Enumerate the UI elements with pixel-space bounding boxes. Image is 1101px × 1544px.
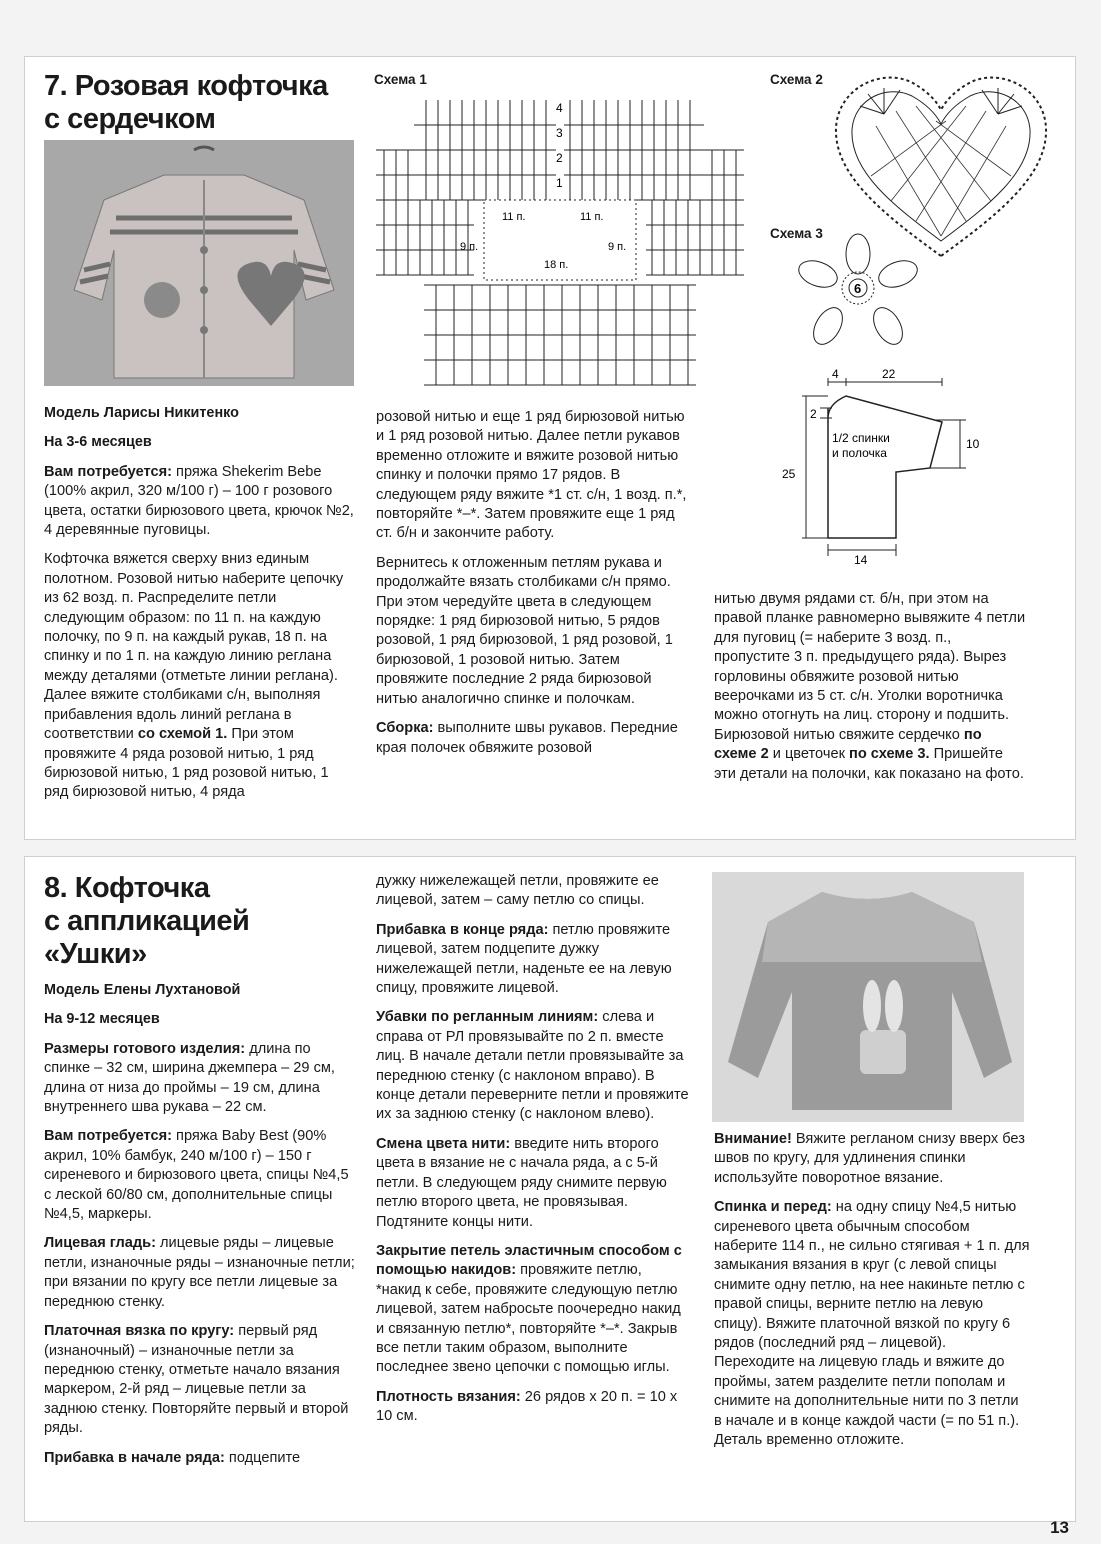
pattern-height-side: 10	[966, 437, 980, 451]
section-8-sizes	[44, 1040, 356, 1118]
scheme-1-front-left: 11 п.	[502, 211, 526, 223]
section-7-col2-paragraph-2: Вернитесь к отложенным петлям рукава и продолжайте вязать столбиками с/н прямо. При этом чередуйте цвета в следующем порядке: 1 ряд бирюзовой нитью, 5 рядов розовой, 1 ряд бирюзовой, 1 ряд розовой, 1 бирюзовой, 1 розовой нитью. Затем провяжите последние 2 ряда бирюзовой нитью аналогично спинке и полочкам.	[376, 554, 673, 707]
scheme-3-center-number: 6	[854, 281, 862, 296]
section-7-assembly	[376, 719, 690, 758]
section-8-bindoff-label: Закрытие петель эластичным способом с помощью накидов:	[376, 1242, 682, 1279]
section-7-col2-paragraph-1: розовой нитью и еще 1 ряд бирюзовой нитью и 1 ряд розовой нитью. Далее петли рукавов временно отложите и вяжите розовой нитью спинку и полочки прямо 17 рядов. В следующем ряду вяжите *1 ст. с/н, 1 возд. п.*, повторяйте *–*. Затем провяжите еще 1 ряд ст. б/н и закончите работу.	[376, 409, 687, 542]
section-8-gauge	[376, 1388, 690, 1427]
scheme-1-chart	[374, 90, 746, 390]
section-7-assembly-text: выполните швы рукавов. Передние края полочек обвяжите розовой	[376, 720, 678, 756]
section-8-inc-end	[376, 921, 690, 999]
section-8-decreases	[376, 1008, 690, 1124]
section-8-garter-label: Платочная вязка по кругу:	[44, 1323, 235, 1340]
pattern-width-bottom: 14	[854, 553, 868, 564]
section-8-decreases-text: слева и справа от РЛ провязывайте по 2 п. вместе лиц. В начале детали петли провязывайте за переднюю стенку (с наклоном вправо). В конце детали переверните петли и провяжите их за заднюю стенку (с наклоном влево).	[376, 1009, 689, 1123]
cardigan-illustration	[44, 140, 354, 386]
section-8-column-3	[714, 1130, 1030, 1461]
chart-grid-side	[376, 150, 744, 275]
section-8-column-2	[376, 872, 690, 1437]
section-8-bindoff-text: провяжите петлю, *накид к себе, провяжите следующую петлю лицевой, затем набросьте поочередно накид и связанную петлю*, повторяйте *–*. Закрыв все петли таким образом, выполните последнее звено цепочки с помощью иглы.	[376, 1262, 681, 1376]
section-8-inc-end-text: петлю провяжите лицевой, затем подцепите дужку нижележащей петли, наденьте ее на левую спицу, провяжите лицевой.	[376, 921, 672, 997]
scheme-3-flower-chart	[796, 232, 920, 350]
scheme-2-label: Схема 2	[770, 72, 823, 87]
section-7-instructions-1a: Кофточка вяжется сверху вниз единым полотном. Розовой нитью наберите цепочку из 62 возд. п. Распределите петли следующим образом: по 11 п. на каждую полочку, по 9 п. на каждый рукав, 18 п. на спинку и по 1 п. на каждую линию реглана между деталями (отметьте линии реглана). Далее вяжите столбиками с/н, выполняя прибавления вдоль линий реглана в соответствии	[44, 551, 344, 743]
section-8-age: На 9-12 месяцев	[44, 1011, 160, 1028]
section-8-inc-start-text: подцепите	[224, 1449, 301, 1466]
bunny-sweater-photo	[712, 872, 1024, 1122]
section-8-materials	[44, 1127, 356, 1224]
section-8-garter-text: первый ряд (изнаночный) – изнаночные петли за переднюю стенку, отметьте начало вязания маркером, 2-й ряд – лицевые петли за заднюю стенку. Повторяйте первый и второй ряды.	[44, 1323, 349, 1437]
chart-grid-bottom	[424, 285, 696, 385]
section-8-title-line2: с аппликацией	[44, 905, 250, 937]
pattern-height-total: 25	[782, 467, 796, 481]
scheme-1-sleeve-right: 9 п.	[608, 241, 627, 253]
scheme-1-front-right: 11 п.	[580, 211, 604, 223]
section-8-bindoff	[376, 1242, 690, 1378]
section-8-color-change	[376, 1135, 690, 1232]
section-8-back-front-label: Спинка и перед:	[714, 1199, 832, 1216]
scheme-1-back: 18 п.	[544, 259, 569, 271]
scheme-1-row-2: 2	[556, 151, 563, 165]
section-8-column-1	[44, 872, 356, 1478]
section-8-author: Модель Елены Лухтановой	[44, 982, 241, 998]
section-7-title	[44, 70, 364, 136]
section-7-materials-label: Вам потребуется:	[44, 463, 172, 480]
section-8-color-change-text: введите нить второго цвета в вязание не с начала ряда, а с 5-й петли. В следующем ряду снимите первую петлю второго цвета, не провязывая. Подтяните концы нити.	[376, 1135, 667, 1230]
scheme-1-row-3: 3	[556, 126, 563, 140]
section-8-decreases-label: Убавки по регланным линиям:	[376, 1009, 599, 1026]
section-8-gauge-text: 26 рядов х 20 п. = 10 х 10 см.	[376, 1388, 678, 1425]
section-8-materials-text: пряжа Baby Best (90% акрил, 10% бамбук, 240 м/100 г) – 150 г сиреневого и бирюзового цвета, спицы №4,5 с леской 60/80 см, дополнительные спицы №4,5, маркеры.	[44, 1128, 349, 1223]
section-8-inc-start-label: Прибавка в начале ряда:	[44, 1449, 225, 1466]
section-7-materials	[44, 463, 354, 541]
section-8-attention-text: Вяжите регланом снизу вверх без швов по кругу, для удлинения спинки используйте поворотное вязание.	[714, 1131, 1025, 1186]
section-7-instructions-1b: При этом провяжите 4 ряда розовой нитью, 1 ряд бирюзовой нитью, 1 ряд розовой нитью, 1 ряд бирюзовой нитью, 4 ряда	[44, 726, 329, 801]
section-7-instructions-1	[44, 550, 354, 802]
section-8-color-change-label: Смена цвета нити:	[376, 1135, 511, 1152]
scheme-1-row-4: 4	[556, 101, 563, 115]
section-8-stockinette-text: лицевые ряды – лицевые петли, изнаночные ряды – изнаночные петли; при вязании по кругу все петли лицевые за переднюю стенку.	[44, 1235, 355, 1310]
pattern-inner-label-2: и полочка	[832, 446, 887, 460]
section-8-back-front	[714, 1198, 1030, 1450]
section-8-attention	[714, 1130, 1030, 1188]
pattern-inner-label-1: 1/2 спинки	[832, 431, 890, 445]
section-7-column-2	[376, 408, 690, 768]
section-7-materials-text: пряжа Shekerim Bebe (100% акрил, 320 м/100 г) – 100 г розового цвета, остатки бирюзового цвета, крючок №2, 4 деревянные пуговицы.	[44, 463, 354, 539]
sweater-illustration	[712, 872, 1024, 1122]
section-8-attention-label: Внимание!	[714, 1131, 792, 1147]
scheme-1-row-1: 1	[556, 176, 563, 190]
section-8-materials-label: Вам потребуется:	[44, 1128, 172, 1145]
section-8-stockinette	[44, 1234, 356, 1312]
section-8-title-line3: «Ушки»	[44, 938, 147, 970]
section-8-title	[44, 872, 356, 971]
section-7-col3-paragraph	[714, 590, 1028, 784]
section-8-sizes-text: длина по спинке – 32 см, ширина джемпера – 29 см, длина от низа до проймы – 19 см, длина внутреннего шва рукава – 22 см.	[44, 1040, 335, 1116]
pattern-width-top: 4	[832, 368, 839, 381]
pink-cardigan-photo	[44, 140, 354, 386]
section-8-inc-start	[44, 1449, 356, 1468]
section-7-title-line1: 7. Розовая кофточка	[44, 70, 328, 102]
section-8-col2-continuation: дужку нижележащей петли, провяжите ее лицевой, затем – саму петлю со спицы.	[376, 873, 659, 909]
section-7-column-3	[714, 590, 1028, 794]
section-8-inc-end-label: Прибавка в конце ряда:	[376, 921, 549, 938]
sleeve-pattern-diagram	[776, 368, 996, 564]
pattern-height-top: 2	[810, 407, 817, 421]
section-7-scheme-3-ref: по схеме 3.	[849, 746, 930, 763]
section-7-title-line2: с сердечком	[44, 103, 216, 135]
section-7-col3-text-a: нитью двумя рядами ст. б/н, при этом на правой планке равномерно вывяжите 4 петли для пуговиц (= наберите 3 возд. п., пропустите 3 п. предыдущего ряда). Вырез горловины обвяжите розовой нитью веерочками из 5 ст. с/н. Уголки воротничка можно отогнуть на лиц. сторону и подшить. Бирюзовой нитью свяжите сердечко	[714, 591, 1026, 743]
section-7-author: Модель Ларисы Никитенко	[44, 405, 239, 421]
section-8-sizes-label: Размеры готового изделия:	[44, 1040, 246, 1057]
scheme-1-sleeve-left: 9 п.	[460, 241, 479, 253]
section-7-assembly-label: Сборка:	[376, 720, 434, 737]
section-7-col3-text-c: Пришейте эти детали на полочки, как показано на фото.	[714, 746, 1024, 782]
section-8-title-line1: 8. Кофточка	[44, 872, 210, 904]
scheme-1-label: Схема 1	[374, 72, 427, 87]
section-7-scheme-ref: со схемой 1.	[137, 726, 228, 743]
section-7-column-1	[44, 404, 354, 813]
section-7-scheme-2-ref: по схеме 2	[714, 726, 982, 763]
pattern-width-main: 22	[882, 368, 896, 381]
section-7-age: На 3-6 месяцев	[44, 434, 152, 451]
section-8-gauge-label: Плотность вязания:	[376, 1388, 521, 1405]
page-number: 13	[1050, 1518, 1069, 1537]
section-8-stockinette-label: Лицевая гладь:	[44, 1235, 156, 1252]
section-8-garter	[44, 1322, 356, 1438]
section-8-back-front-text: на одну спицу №4,5 нитью сиреневого цвета обычным способом наберите 114 п., не сильно стягивая + 1 п. для замыкания вязания в круг (с левой спицы снимите одну петлю, на нее накиньте петлю с правой спицы, верните петлю на левую спицу). Вяжите платочной вязкой по кругу 6 рядов (последний ряд – лицевой). Переходите на лицевую гладь и вяжите до проймы, затем разделите петли пополам и снимите на дополнительные нити по 3 петли в начале и в конце каждой части (= по 51 п.). Деталь временно отложите.	[714, 1199, 1030, 1449]
scheme-3-label: Схема 3	[770, 226, 823, 241]
section-7-col3-text-b: и цветочек	[768, 746, 850, 763]
